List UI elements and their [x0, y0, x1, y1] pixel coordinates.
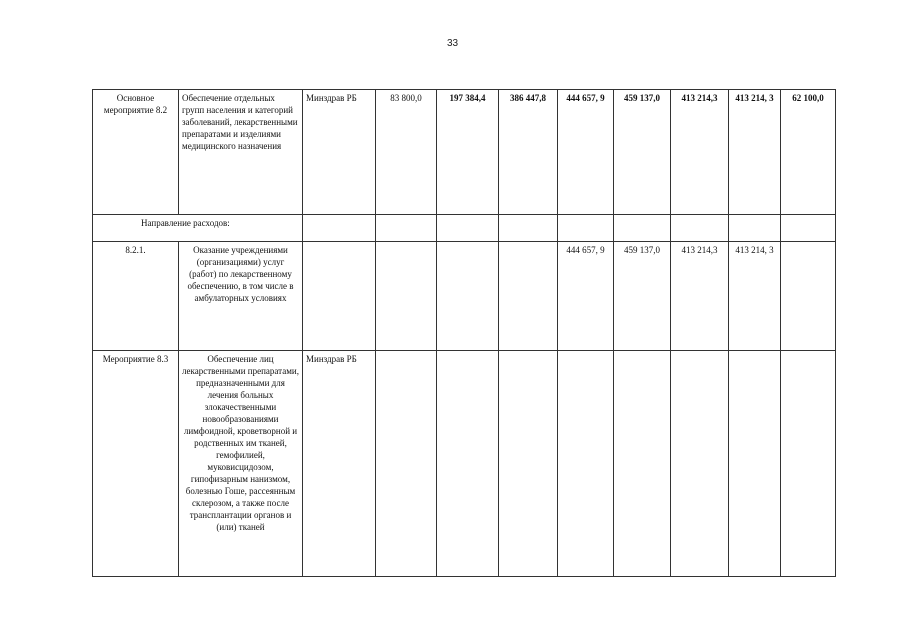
- value-cell: [437, 351, 499, 577]
- value-cell: 413 214, 3: [729, 90, 781, 215]
- row-code: 8.2.1.: [93, 242, 179, 351]
- value-cell: [437, 242, 499, 351]
- row-executor: Минздрав РБ: [303, 90, 376, 215]
- value-cell: 386 447,8: [499, 90, 558, 215]
- page-number: 33: [446, 38, 459, 49]
- value-cell: [781, 242, 836, 351]
- empty-cell: [303, 215, 376, 242]
- value-cell: [729, 351, 781, 577]
- row-executor: [303, 242, 376, 351]
- table-row: [93, 351, 836, 577]
- row-executor: Минздрав РБ: [303, 351, 376, 577]
- empty-cell: [376, 215, 437, 242]
- empty-cell: [437, 215, 499, 242]
- empty-cell: [558, 215, 614, 242]
- row-code: Основное мероприятие 8.2: [93, 90, 179, 215]
- value-cell: [499, 242, 558, 351]
- direction-label: Направление расходов:: [93, 215, 303, 242]
- empty-cell: [671, 215, 729, 242]
- budget-table: [92, 89, 836, 577]
- value-cell: 444 657, 9: [558, 90, 614, 215]
- value-cell: 83 800,0: [376, 90, 437, 215]
- table-row: [93, 215, 836, 242]
- empty-cell: [781, 215, 836, 242]
- empty-cell: [499, 215, 558, 242]
- value-cell: 197 384,4: [437, 90, 499, 215]
- value-cell: 413 214,3: [671, 90, 729, 215]
- table-row: [93, 90, 836, 215]
- row-name: Оказание учреждениями (организациями) услуг (работ) по лекарственному обеспечению, в том числе в амбулаторных условиях: [179, 242, 303, 351]
- value-cell: 459 137,0: [614, 90, 671, 215]
- value-cell: 413 214, 3: [729, 242, 781, 351]
- row-name: Обеспечение отдельных групп населения и категорий заболеваний, лекарственными препаратами и изделиями медицинского назначения: [179, 90, 303, 215]
- value-cell: [558, 351, 614, 577]
- value-cell: [671, 351, 729, 577]
- row-name: Обеспечение лиц лекарственными препаратами, предназначенными для лечения больных злокачественными новообразованиями лимфоидной, кроветворной и родственных им тканей, гемофилией, муковисцидозом, гипофизарным нанизмом, болезнью Гоше, рассеянным склерозом, а также после трансплантации органов и (или) тканей: [179, 351, 303, 577]
- value-cell: [614, 351, 671, 577]
- empty-cell: [729, 215, 781, 242]
- row-code: Мероприятие 8.3: [93, 351, 179, 577]
- value-cell: 62 100,0: [781, 90, 836, 215]
- value-cell: 444 657, 9: [558, 242, 614, 351]
- table-row: [93, 242, 836, 351]
- value-cell: 459 137,0: [614, 242, 671, 351]
- value-cell: [376, 351, 437, 577]
- value-cell: [376, 242, 437, 351]
- empty-cell: [614, 215, 671, 242]
- value-cell: 413 214,3: [671, 242, 729, 351]
- value-cell: [781, 351, 836, 577]
- value-cell: [499, 351, 558, 577]
